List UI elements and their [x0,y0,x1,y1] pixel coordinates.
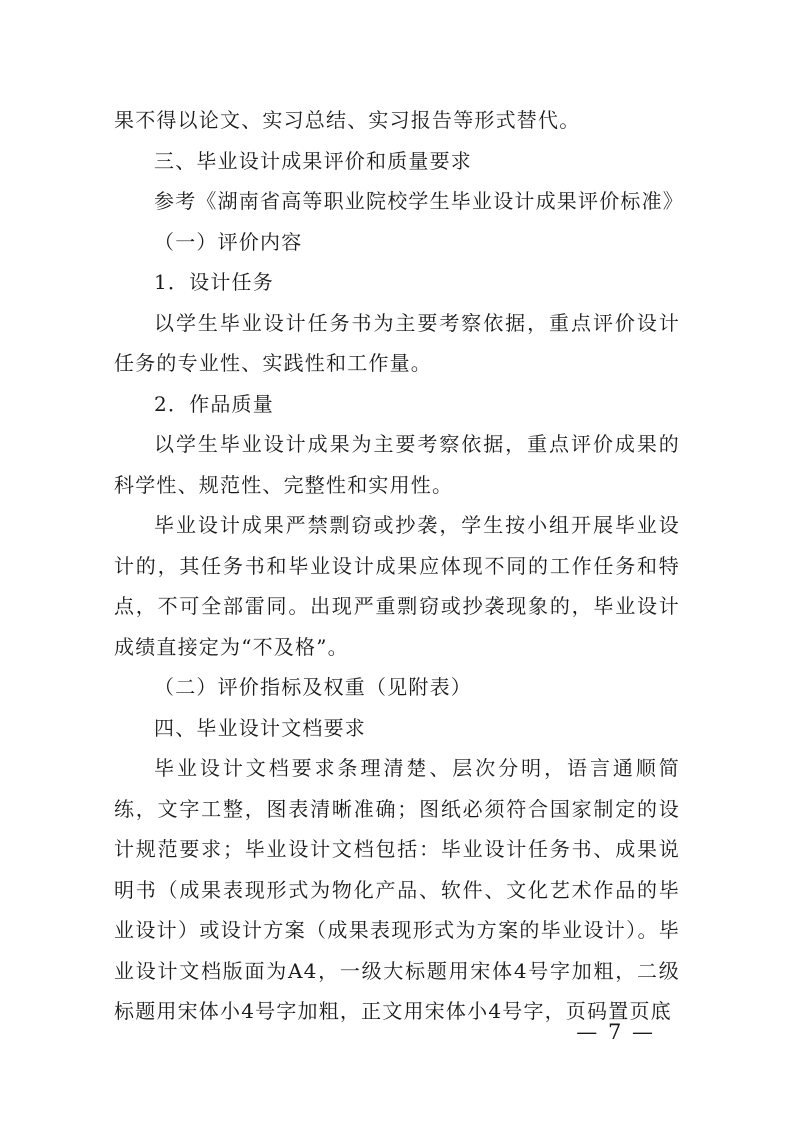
section-heading-four: 四、毕业设计文档要求 [154,715,366,740]
section-heading-three: 三、毕业设计成果评价和质量要求 [154,148,472,173]
document-body [114,100,684,1032]
item-heading-design-task: 1．设计任务 [154,270,274,294]
item-heading-work-quality: 2．作品质量 [154,391,274,416]
paragraph-continuation: 果不得以论文、实习总结、实习报告等形式替代。 [114,108,581,132]
subheading-indicators-weights: （二）评价指标及权重（见附表） [154,675,472,699]
paragraph-design-task: 以学生毕业设计任务书为主要考察依据，重点评价设计任务的专业性、实践性和工作量。 [114,310,680,375]
page-number: — 7 — [576,1020,655,1044]
paragraph-document-requirements: 毕业设计文档要求条理清楚、层次分明，语言通顺简练，文字工整，图表清晰准确；图纸必须符合国家制定的设计规范要求；毕业设计文档包括：毕业设计任务书、成果说明书（成果表现形式为物化产品、软件、文化艺术作品的毕业设计）或设计方案（成果表现形式为方案的毕业设计）。毕业设计文档版面为A4，一级大标题用宋体4号字加粗，二级标题用宋体小4号字加粗，正文用宋体小4号字，页码置页底 [114,756,680,1023]
paragraph-reference-standard: 参考《湖南省高等职业院校学生毕业设计成果评价标准》 [154,189,684,213]
paragraph-work-quality: 以学生毕业设计成果为主要考察依据，重点评价成果的科学性、规范性、完整性和实用性。 [114,432,680,497]
subheading-evaluation-content: （一）评价内容 [154,229,303,254]
paragraph-plagiarism-rule: 毕业设计成果严禁剽窃或抄袭，学生按小组开展毕业设计的，其任务书和毕业设计成果应体现不同的工作任务和特点，不可全部雷同。出现严重剽窃或抄袭现象的，毕业设计成绩直接定为“不及格”。 [114,513,680,659]
